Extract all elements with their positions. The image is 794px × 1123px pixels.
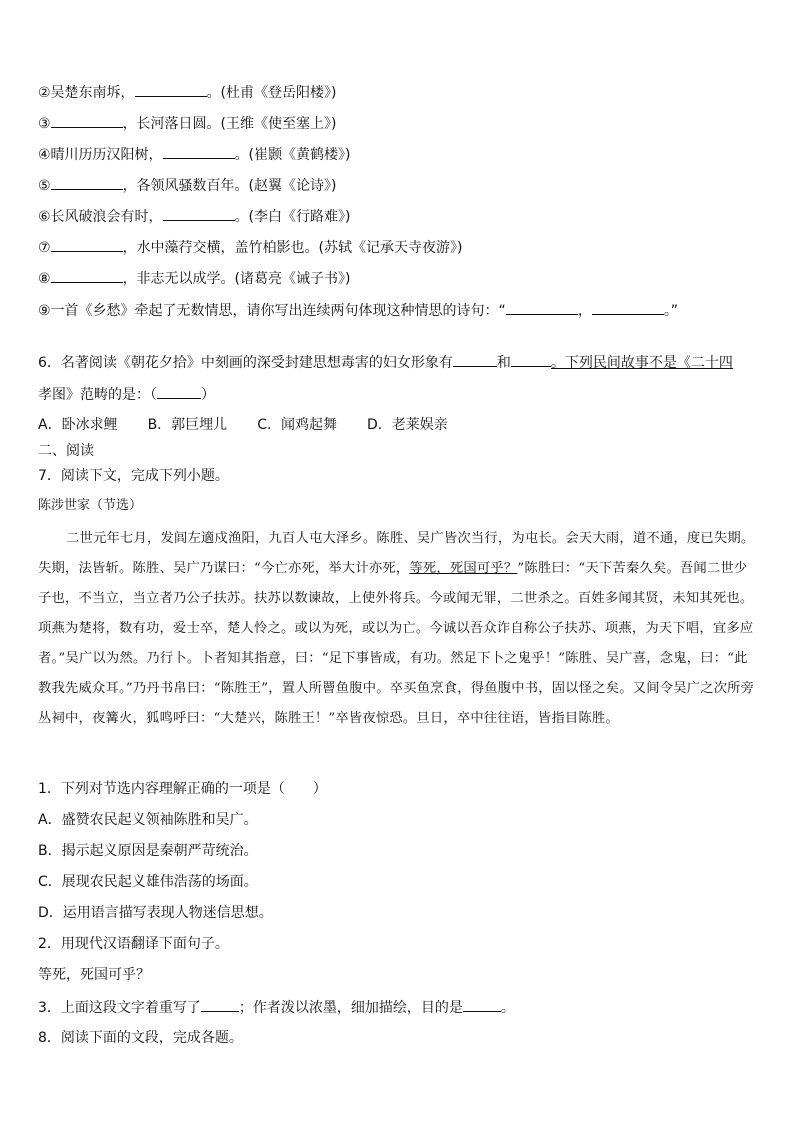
option-b[interactable]: B．郭巨埋儿	[147, 417, 228, 433]
question-6-options	[38, 415, 478, 435]
question-7-1: 1．下列对节选内容理解正确的一项是（ ）	[38, 781, 327, 797]
answer-blank[interactable]	[506, 300, 578, 315]
question-7-2: 2．用现代汉语翻译下面句子。	[38, 936, 229, 952]
option-b[interactable]: B．揭示起义原因是秦朝严苛统治。	[38, 843, 258, 859]
answer-blank[interactable]	[51, 237, 123, 252]
underlined-sentence: 等死，死国可乎？	[409, 561, 518, 576]
poem-line-4: ④晴川历历汉阳树， 。(崔颢《黄鹤楼》)	[38, 144, 351, 165]
answer-blank[interactable]	[135, 82, 207, 97]
answer-blank[interactable]	[51, 175, 123, 190]
answer-blank[interactable]	[511, 352, 551, 367]
question-7-3: 3．上面这段文字着重写了 ；作者泼以浓墨，细加描绘，目的是 。	[38, 997, 515, 1018]
poem-line-3: ③ ，长河落日圆。(王维《使至塞上》)	[38, 113, 337, 134]
poem-line-7: ⑦ ，水中藻荇交横，盖竹柏影也。(苏轼《记承天寺夜游》)	[38, 237, 463, 258]
classical-passage: 二世元年七月，发闾左適戍渔阳，九百人屯大泽乡。陈胜、吴广皆次当行，为屯长。会天大雨，道不通，度已失期。失期，法皆斩。陈胜、吴广乃谋曰：“今亡亦死，举大计亦死，等死，死国可乎？”陈胜曰：“天下苦秦久矣。吾闻二世少子也，不当立，当立者乃公子扶苏。扶苏以数谏故，上使外将兵。今或闻无罪，二世杀之。百姓多闻其贤，未知其死也。项燕为楚将，数有功，爱士卒，楚人怜之。或以为死，或以为亡。今诚以吾众诈自称公子扶苏、项燕，为天下唱，宜多应者。”吴广以为然。乃行卜。卜者知其指意，曰：“足下事皆成，有功。然足下卜之鬼乎！”陈胜、吴广喜，念鬼，曰：“此教我先威众耳。”乃丹书帛曰：“陈胜王”，置人所罾鱼腹中。卒买鱼烹食，得鱼腹中书，固以怪之矣。又间令吴广之次所旁丛祠中，夜篝火，狐鸣呼曰：“大楚兴，陈胜王！”卒皆夜惊恐。旦日，卒中往往语，皆指目陈胜。	[38, 531, 755, 726]
option-c[interactable]: C．展现农民起义雄伟浩荡的场面。	[38, 874, 258, 890]
section-heading: 二、阅读	[38, 443, 94, 459]
option-a[interactable]: A．盛赞农民起义领袖陈胜和吴广。	[38, 812, 258, 828]
option-c[interactable]: C．闻鸡起舞	[257, 417, 337, 433]
poem-line-5: ⑤ ，各领风骚数百年。(赵翼《论诗》)	[38, 175, 337, 196]
passage-title: 陈涉世家（节选）	[38, 498, 143, 513]
answer-blank[interactable]	[51, 268, 123, 283]
poem-line-6: ⑥长风破浪会有时， 。(李白《行路难》)	[38, 206, 351, 227]
question-7-intro: 7．阅读下文，完成下列小题。	[38, 468, 229, 484]
option-d[interactable]: D．运用语言描写表现人物迷信思想。	[38, 905, 273, 921]
option-d[interactable]: D．老莱娱亲	[366, 417, 448, 433]
answer-blank[interactable]	[51, 113, 123, 128]
question-6-line-2: 孝图》范畴的是：（ ）	[38, 384, 215, 405]
option-a[interactable]: A．卧冰求鲤	[38, 417, 118, 433]
answer-blank[interactable]	[163, 144, 235, 159]
answer-blank[interactable]	[463, 997, 501, 1012]
translation-sentence: 等死，死国可乎？	[38, 967, 150, 983]
answer-blank[interactable]	[157, 384, 201, 399]
question-6-line-1: 6．名著阅读《朝花夕拾》中刻画的深受封建思想毒害的妇女形象有 和 。下列民间故事不是《二十四	[38, 352, 733, 373]
question-8-intro: 8．阅读下面的文段，完成各题。	[38, 1030, 243, 1046]
answer-blank[interactable]	[163, 206, 235, 221]
answer-blank[interactable]	[592, 300, 664, 315]
poem-line-2: ②吴楚东南坼， 。(杜甫《登岳阳楼》)	[38, 82, 337, 103]
answer-blank[interactable]	[201, 997, 239, 1012]
poem-line-9: ⑨一首《乡愁》牵起了无数情思，请你写出连续两句体现这种情思的诗句：“ ， 。”	[38, 300, 678, 321]
answer-blank[interactable]	[453, 352, 497, 367]
poem-line-8: ⑧ ，非志无以成学。(诸葛亮《诫子书》)	[38, 268, 351, 289]
